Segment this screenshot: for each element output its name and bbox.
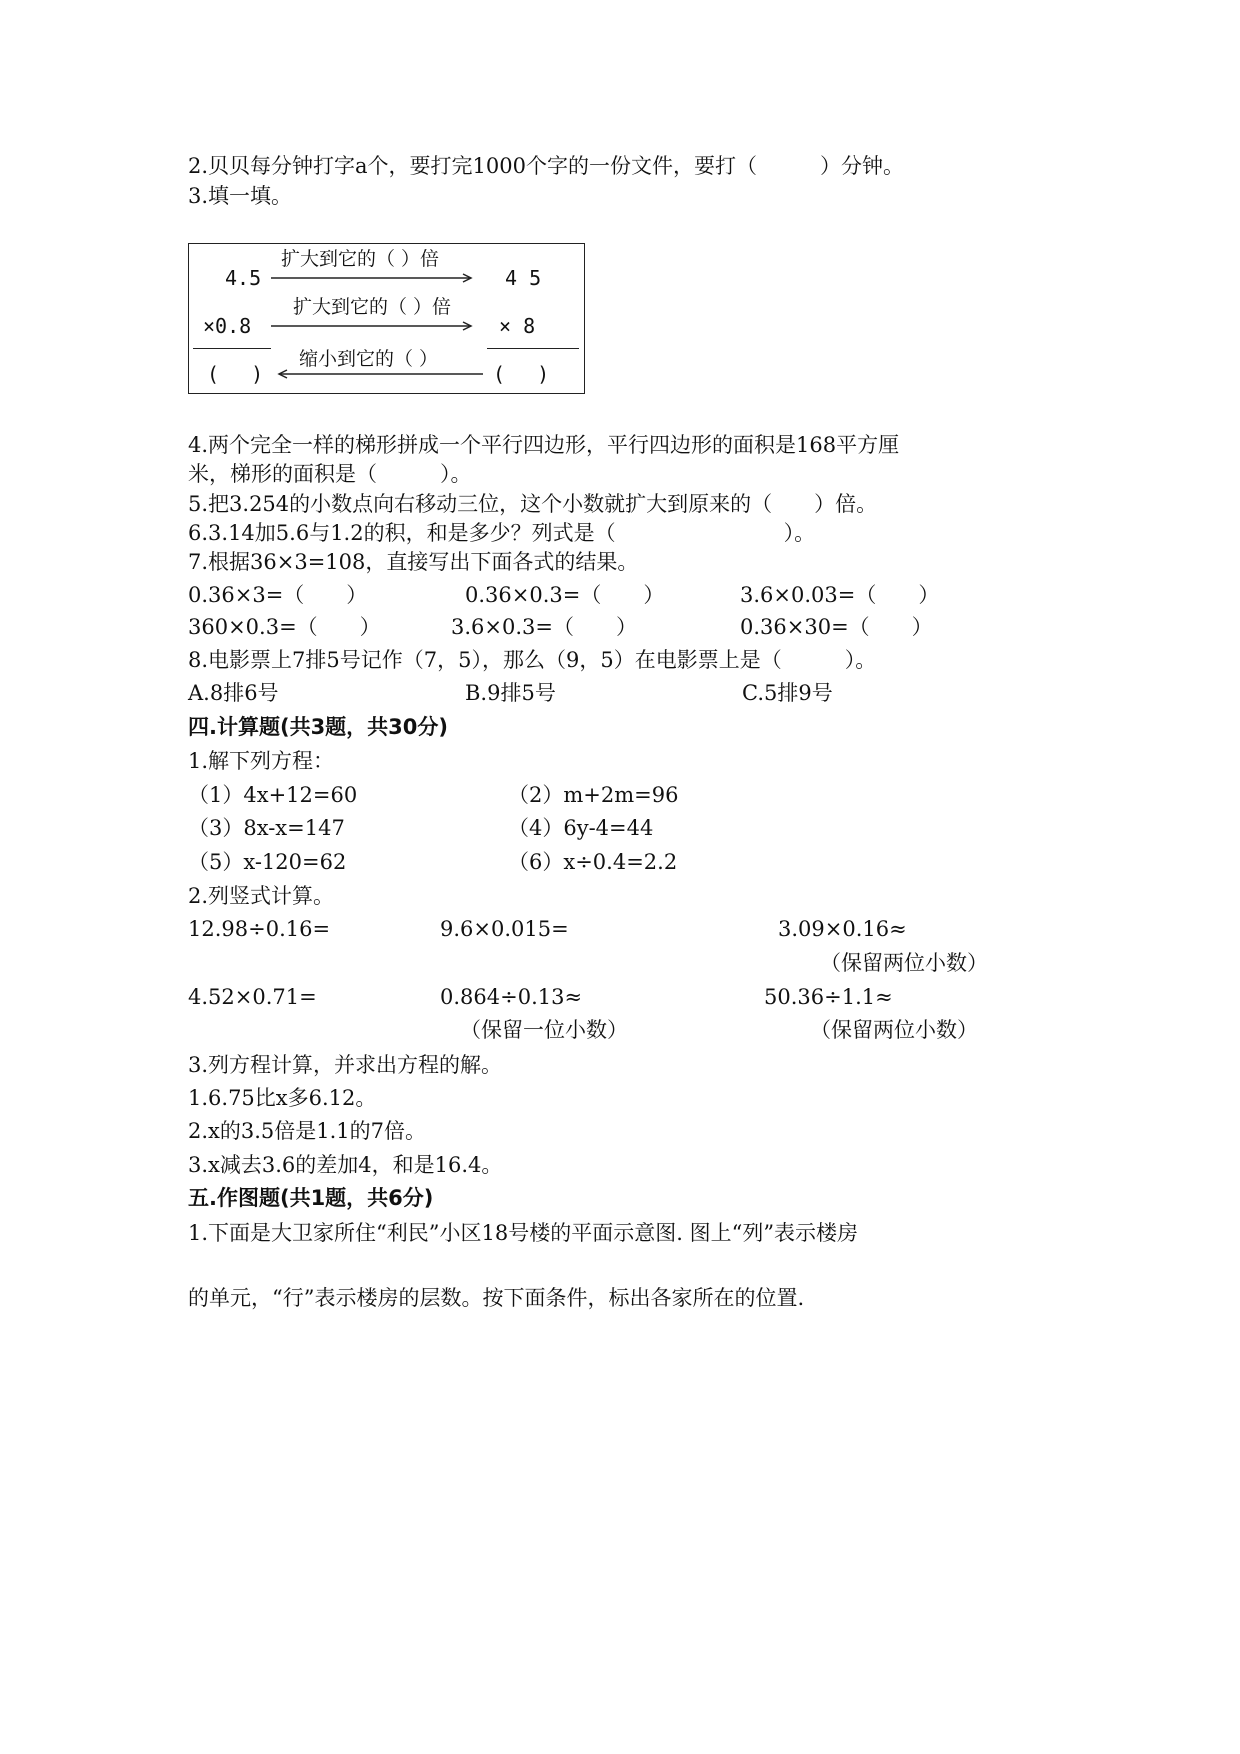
s4-question-2: 2.列竖式计算。 [188,884,335,908]
question-5: 5.把3.254的小数点向右移动三位，这个小数就扩大到原来的（ ）倍。 [188,492,878,516]
diagram-divider-left [193,348,271,349]
arrow-right-icon [271,272,481,284]
vertical-calc: 0.864÷0.13≈ [440,985,583,1009]
vertical-calc: 12.98÷0.16= [188,917,331,941]
rounding-note: （保留一位小数） [460,1018,628,1042]
equation: （2）m+2m=96 [508,783,679,807]
q8-option-b: B.9排5号 [465,681,556,705]
question-4-line-1: 4.两个完全一样的梯形拼成一个平行四边形，平行四边形的面积是168平方厘 [188,433,900,457]
q7-item: 3.6×0.3=（ ） [451,615,637,639]
diagram-top-left: 4.5 [225,266,262,290]
q7-item: 360×0.3=（ ） [188,615,381,639]
multiplication-diagram [188,243,585,394]
s4-q3-item: 2.x的3.5倍是1.1的7倍。 [188,1119,427,1143]
question-3: 3.填一填。 [188,184,293,208]
diagram-mid-left: ×0.8 [203,314,252,338]
q7-item: 3.6×0.03=（ ） [740,583,940,607]
diagram-label-3: 缩小到它的（ ） [299,348,439,370]
q7-item: 0.36×30=（ ） [740,615,933,639]
s5-line-2: 的单元，“行”表示楼房的层数。按下面条件，标出各家所在的位置. [188,1286,805,1310]
equation: （5）x-120=62 [188,850,347,874]
s4-q3-item: 3.x减去3.6的差加4，和是16.4。 [188,1153,503,1177]
diagram-label-2: 扩大到它的（ ）倍 [293,296,452,318]
diagram-top-right: 4 5 [505,266,542,290]
vertical-calc: 4.52×0.71= [188,985,317,1009]
question-2: 2.贝贝每分钟打字a个，要打完1000个字的一份文件，要打（ ）分钟。 [188,154,904,178]
diagram-label-1: 扩大到它的（ ）倍 [281,248,440,270]
vertical-calc: 3.09×0.16≈ [778,917,907,941]
equation: （1）4x+12=60 [188,783,358,807]
q7-item: 0.36×3=（ ） [188,583,368,607]
s4-question-1: 1.解下列方程： [188,749,335,773]
q8-option-a: A.8排6号 [188,681,279,705]
rounding-note: （保留两位小数） [810,1018,978,1042]
q7-item: 0.36×0.3=（ ） [465,583,665,607]
equation: （3）8x-x=147 [188,816,345,840]
vertical-calc: 9.6×0.015= [440,917,569,941]
question-8: 8.电影票上7排5号记作（7，5），那么（9，5）在电影票上是（ ）。 [188,648,877,672]
diagram-bottom-left: ( ) [207,362,264,386]
rounding-note: （保留两位小数） [820,951,988,975]
section-4-title: 四.计算题(共3题，共30分) [188,715,449,739]
question-6: 6.3.14加5.6与1.2的积，和是多少？列式是（ ）。 [188,521,816,545]
diagram-divider-right [487,348,579,349]
question-7: 7.根据36×3=108，直接写出下面各式的结果。 [188,550,639,574]
equation: （6）x÷0.4=2.2 [508,850,678,874]
arrow-left-icon [277,368,489,380]
s4-q3-item: 1.6.75比x多6.12。 [188,1086,377,1110]
arrow-right-icon [271,320,481,332]
diagram-bottom-right: ( ) [493,362,550,386]
question-4-line-2: 米，梯形的面积是（ ）。 [188,462,472,486]
vertical-calc: 50.36÷1.1≈ [764,985,893,1009]
s4-question-3: 3.列方程计算，并求出方程的解。 [188,1053,503,1077]
equation: （4）6y-4=44 [508,816,654,840]
section-5-title: 五.作图题(共1题，共6分) [188,1186,434,1210]
q8-option-c: C.5排9号 [742,681,833,705]
s5-line-1: 1.下面是大卫家所住“利民”小区18号楼的平面示意图. 图上“列”表示楼房 [188,1221,859,1245]
diagram-mid-right: × 8 [499,314,536,338]
